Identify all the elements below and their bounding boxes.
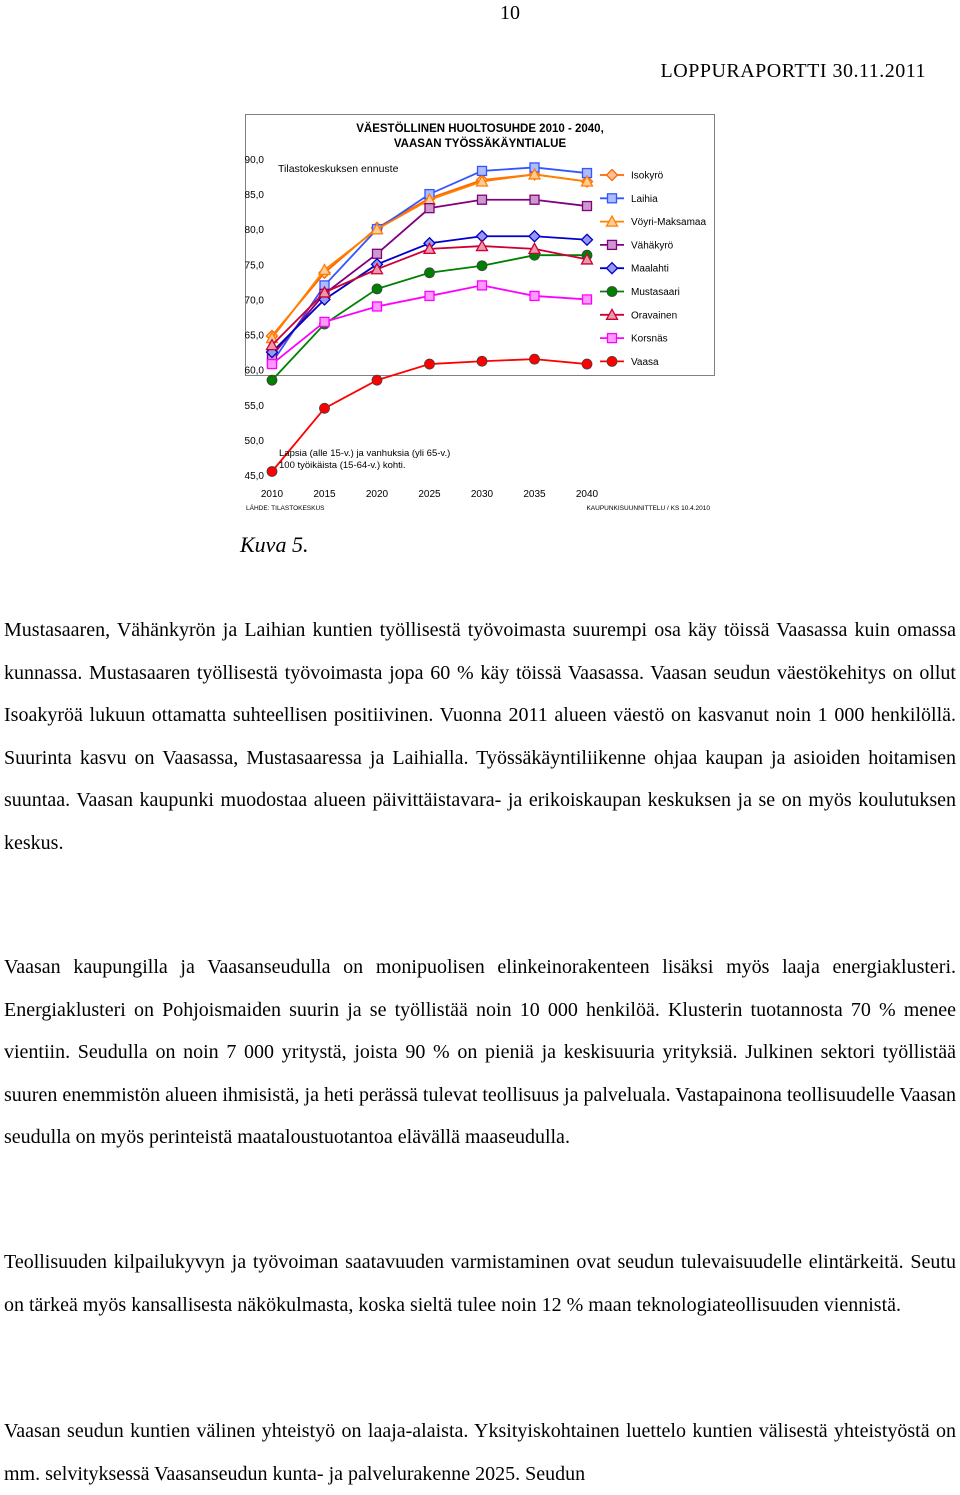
data-point: [477, 261, 487, 271]
legend-item: [600, 240, 674, 251]
y-tick-label: 80,0: [244, 225, 264, 237]
legend-label: Isokyrö: [631, 170, 664, 182]
source-right: KAUPUNKISUUNNITTELU / KS 10.4.2010: [586, 505, 710, 512]
figure-caption: Kuva 5.: [240, 532, 309, 557]
legend-item: [600, 194, 658, 205]
x-tick-label: 2035: [523, 489, 546, 500]
data-point: [425, 359, 435, 369]
legend-item: [600, 263, 669, 275]
legend-label: Mustasaari: [631, 287, 680, 298]
legend-item: [600, 356, 659, 368]
data-point: [320, 317, 329, 326]
data-point: [477, 356, 487, 366]
legend-item: [600, 170, 664, 182]
data-point: [530, 195, 539, 204]
y-tick-label: 45,0: [244, 471, 264, 482]
y-tick-label: 70,0: [244, 295, 264, 307]
legend-label: Vöyri-Maksamaa: [631, 217, 707, 229]
dependency-ratio-chart: [0, 0, 960, 530]
legend-label: Maalahti: [631, 263, 669, 275]
legend-label: Laihia: [631, 193, 658, 205]
page-number: 10: [500, 2, 520, 24]
data-point: [582, 234, 593, 245]
paragraph-energy-cluster: Vaasan kaupungilla ja Vaasanseudulla on monipuolisen elinkeinorakenteen lisäksi myös laaja energiaklusteri. Energiaklusteri on Pohjoismaiden suurin ja se työllistää noin 10 000 henkilöä. Klusterin tuotannosta 70 % menee vientiin. Seudulla on noin 7 000 yritystä, joista 90 % on pieniä ja keskisuuria yrityksiä. Julkinen sektori työllistää suuren enemmistön alueen ihmisistä, ja heti perässä tulevat teollisuus ja palveluala. Vastapainona teollisuudelle Vaasan seudulla on myös perinteistä maataloustuotantoa elävällä maaseudulla.: [4, 956, 956, 1148]
data-point: [372, 284, 382, 294]
data-point: [372, 375, 382, 385]
y-tick-label: 50,0: [244, 435, 264, 447]
data-point: [583, 202, 592, 211]
data-point: [425, 268, 435, 278]
data-point: [478, 166, 487, 175]
legend-label: Vähäkyrö: [631, 240, 674, 252]
chart-title-line: VAASAN TYÖSSÄKÄYNTIALUE: [393, 138, 567, 150]
legend-marker: [608, 194, 617, 203]
chart-subtitle: Tilastokeskuksen ennuste: [278, 163, 399, 175]
legend-label: Vaasa: [631, 356, 659, 368]
x-tick-label: 2020: [365, 489, 389, 500]
legend-label: Oravainen: [631, 310, 678, 322]
paragraph-industry: Teollisuuden kilpailukyvyn ja työvoiman saatavuuden varmistaminen ovat seudun tulevaisuudelle elintärkeitä. Seutu on tärkeä myös kansallisesta näkökulmasta, koska sieltä tulee noin 12 % maan teknologiateollisuuden viennistä.: [4, 1251, 956, 1316]
legend-label: Korsnäs: [631, 333, 668, 345]
y-tick-label: 90,0: [244, 155, 264, 166]
chart-note-line: 100 työikäista (15-64-v.) kohti.: [279, 460, 406, 471]
chart-title-line: VÄESTÖLLINEN HUOLTOSUHDE 2010 - 2040,: [356, 123, 604, 135]
data-point: [530, 354, 540, 364]
y-tick-label: 85,0: [244, 190, 264, 202]
data-point: [529, 231, 540, 242]
data-point: [425, 291, 434, 300]
series-korsn-s: [268, 281, 592, 369]
legend-marker: [608, 334, 617, 343]
legend-item: [600, 287, 680, 299]
data-point: [530, 291, 539, 300]
paragraph-cooperation: Vaasan seudun kuntien välinen yhteistyö on laaja-alaista. Yksityiskohtainen luettelo kuntien välisestä yhteistyöstä on mm. selvityksessä Vaasanseudun kunta- ja palvelurakenne 2025. Seudun: [4, 1420, 956, 1485]
data-point: [478, 195, 487, 204]
legend-item: [600, 334, 668, 345]
chart-note-line: Lapsia (alle 15-v.) ja vanhuksia (yli 65-v.): [279, 448, 451, 459]
y-tick-label: 55,0: [244, 400, 264, 412]
legend-marker: [607, 263, 618, 274]
x-tick-label: 2015: [313, 489, 336, 500]
legend-item: [600, 309, 677, 321]
y-tick-label: 65,0: [244, 330, 264, 342]
data-point: [583, 295, 592, 304]
x-tick-label: 2010: [260, 489, 284, 500]
data-point: [373, 249, 382, 258]
legend-marker: [607, 170, 618, 181]
source-left: LÄHDE: TILASTOKESKUS: [246, 505, 325, 512]
x-tick-label: 2025: [418, 489, 441, 500]
legend-item: [600, 216, 706, 228]
data-point: [478, 281, 487, 290]
data-point: [425, 204, 434, 213]
report-title: LOPPURAPORTTI 30.11.2011: [660, 60, 926, 82]
x-tick-label: 2030: [470, 489, 494, 500]
paragraph-commuting: Mustasaaren, Vähänkyrön ja Laihian kuntien työllisestä työvoimasta suurempi osa käy töissä Vaasassa kuin omassa kunnassa. Mustasaaren työllisestä työvoimasta jopa 60 % käy töissä Vaasassa. Vaasan seudun väestökehitys on ollut Isoakyröä lukuun ottamatta suhteellisen positiivinen. Vuonna 2011 alueen väestö on kasvanut noin 1 000 henkilöllä. Suurinta kasvu on Vaasassa, Mustasaaressa ja Laihialla. Työssäkäyntiliikenne ohjaa kaupan ja asioiden hoitamisen suuntaa. Vaasan kaupunki muodostaa alueen päivittäistavara- ja erikoiskaupan keskuksen ja se on myös koulutuksen keskus.: [4, 619, 956, 854]
data-point: [373, 302, 382, 311]
data-point: [268, 360, 277, 369]
data-point: [267, 466, 277, 476]
data-point: [267, 375, 277, 385]
data-point: [320, 403, 330, 413]
legend-marker: [608, 240, 617, 249]
data-point: [582, 359, 592, 369]
y-tick-label: 60,0: [244, 365, 264, 377]
legend-marker: [607, 356, 617, 366]
x-tick-label: 2040: [575, 489, 599, 500]
legend-marker: [607, 287, 617, 297]
y-tick-label: 75,0: [244, 260, 264, 272]
